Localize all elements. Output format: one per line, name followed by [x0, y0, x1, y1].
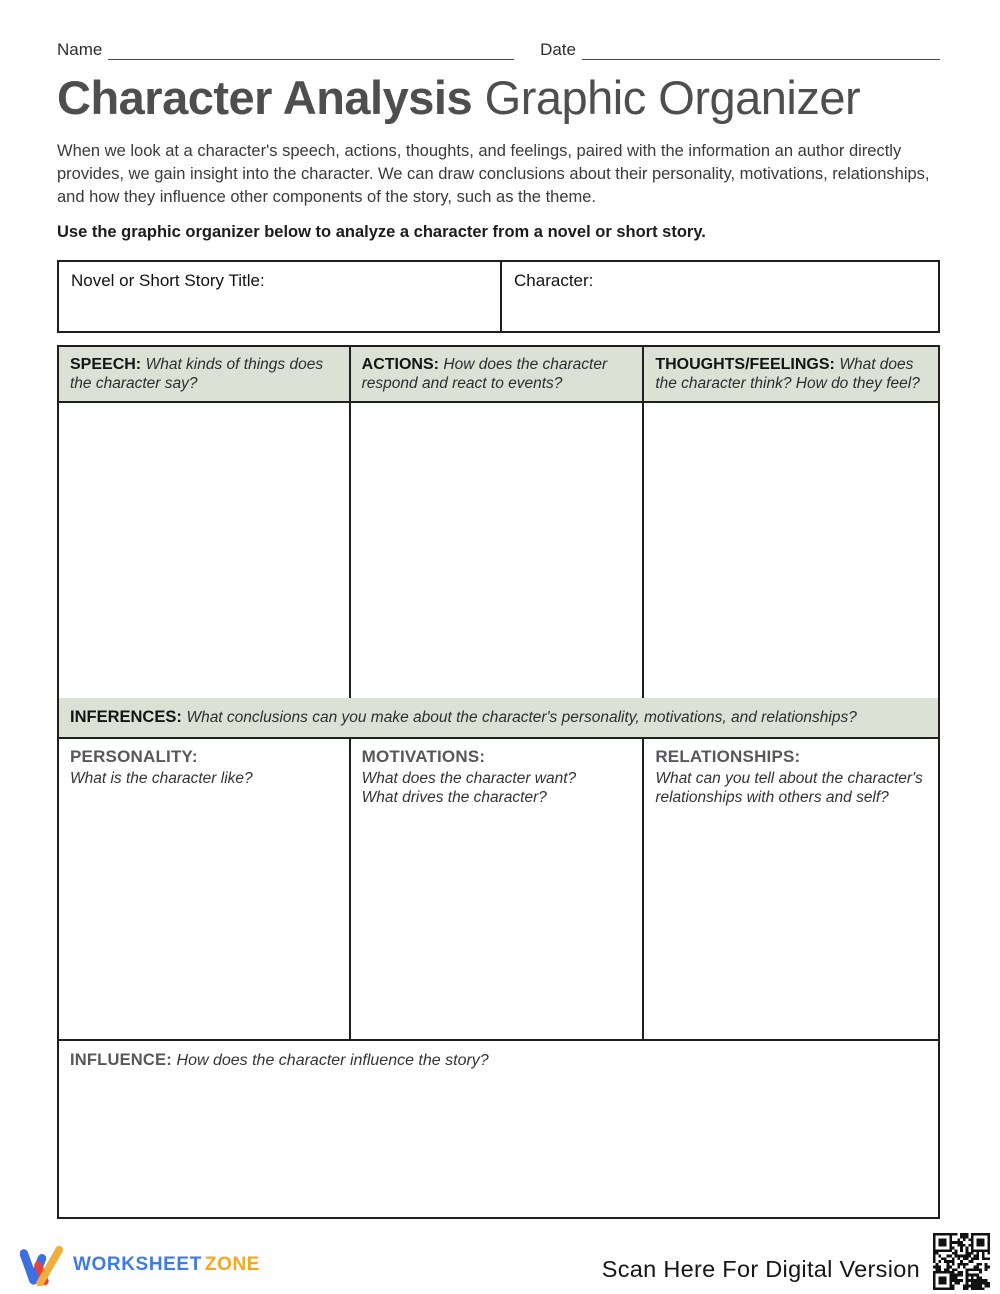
motivations-desc-line1: What does the character want?	[361, 769, 577, 787]
thoughts-feelings-writing-area[interactable]	[644, 403, 938, 698]
qr-code	[933, 1233, 990, 1290]
worksheetzone-w-icon	[20, 1244, 64, 1286]
speech-writing-area[interactable]	[59, 403, 351, 698]
motivations-cell[interactable]	[351, 739, 645, 1039]
speech-header	[59, 347, 351, 403]
character-label: Character:	[514, 270, 594, 290]
evidence-header-row	[59, 347, 938, 403]
brand-word-zone: ZONE	[204, 1254, 261, 1275]
personality-desc: What is the character like?	[70, 769, 253, 787]
brand-word-worksheet: WORKSHEET	[73, 1254, 202, 1275]
date-input-line[interactable]	[582, 40, 940, 60]
personality-label: PERSONALITY:	[70, 746, 198, 766]
brand-logo	[20, 1244, 260, 1286]
page-title-light: Graphic Organizer	[484, 71, 861, 124]
influence-label: INFLUENCE:	[70, 1050, 172, 1069]
intro-paragraph: When we look at a character's speech, actions, thoughts, and feelings, paired with the information an author directly provides, we gain insight into the character. We can draw conclusions about their personality, motivations, relationships, and how they influence other components of the story, such as the theme.	[57, 141, 930, 206]
thoughts-feelings-desc: What does the character think? How do they feel?	[655, 355, 920, 392]
inferences-desc: What conclusions can you make about the character's personality, motivations, and relationships?	[186, 708, 857, 726]
actions-desc: How does the character respond and react to events?	[361, 355, 608, 392]
speech-desc: What kinds of things does the character say?	[70, 355, 324, 392]
date-label: Date	[540, 40, 576, 59]
actions-label: ACTIONS:	[361, 355, 439, 373]
character-cell[interactable]	[502, 262, 938, 331]
relationships-label: RELATIONSHIPS:	[655, 746, 801, 766]
thoughts-feelings-header	[644, 347, 938, 403]
name-label: Name	[57, 40, 103, 59]
story-info-box	[57, 260, 940, 333]
instruction-line: Use the graphic organizer below to analyze a character from a novel or short story.	[57, 222, 706, 241]
brand-name	[73, 1254, 260, 1276]
speech-label: SPEECH:	[70, 355, 142, 373]
inferences-bar	[59, 698, 938, 739]
name-input-line[interactable]	[108, 40, 514, 60]
page-title-bold: Character Analysis	[57, 71, 473, 124]
actions-writing-area[interactable]	[351, 403, 645, 698]
influence-cell[interactable]	[59, 1039, 938, 1217]
inference-columns-row	[59, 739, 938, 1039]
scan-group	[602, 1233, 990, 1290]
motivations-label: MOTIVATIONS:	[361, 746, 486, 766]
motivations-desc-line2: What drives the character?	[361, 788, 547, 806]
novel-title-cell[interactable]	[59, 262, 502, 331]
thoughts-feelings-label: THOUGHTS/FEELINGS:	[655, 355, 835, 373]
influence-desc: How does the character influence the story?	[176, 1051, 489, 1069]
evidence-writing-row	[59, 403, 938, 698]
name-date-row	[57, 40, 940, 60]
page-title	[57, 72, 940, 124]
organizer-table	[57, 345, 940, 1219]
relationships-cell[interactable]	[644, 739, 938, 1039]
novel-title-label: Novel or Short Story Title:	[71, 270, 265, 290]
footer	[20, 1228, 990, 1290]
relationships-desc: What can you tell about the character's relationships with others and self?	[655, 769, 923, 806]
actions-header	[351, 347, 645, 403]
scan-here-text: Scan Here For Digital Version	[601, 1256, 920, 1282]
inferences-label: INFERENCES:	[70, 707, 182, 726]
personality-cell[interactable]	[59, 739, 351, 1039]
